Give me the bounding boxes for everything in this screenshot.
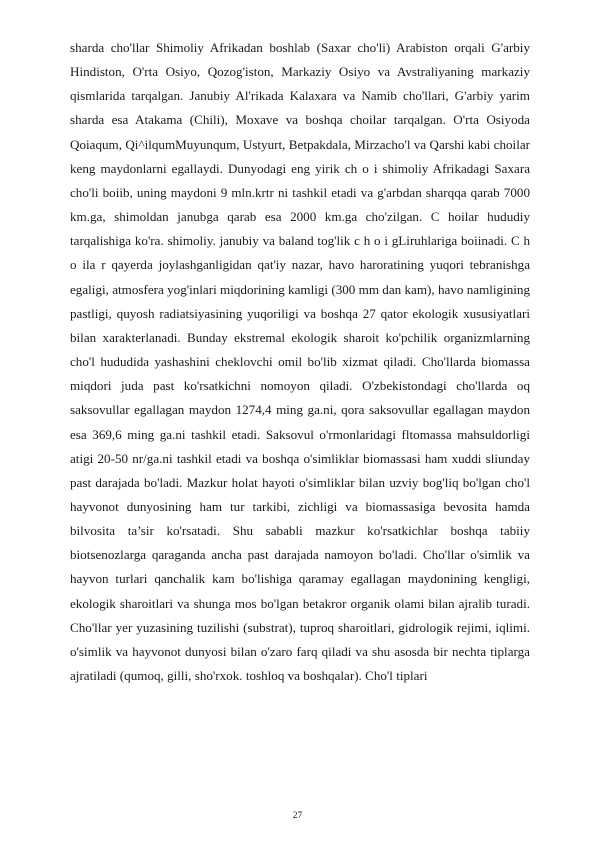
body-paragraph: sharda cho'llar Shimoliy Afrikadan boshlab (Saxar cho'li) Arabiston orqali G'arbiy Hindiston, O'rta Osiyo, Qozog'iston, Markaziy Osiyo va Avstraliyaning markaziy qismlarida tarqalgan. Janubiy Al'rikada Kalaxara va Namib cho'llari, G'arbiy yarim sharda esa Atakama (Chili), Moxave va boshqa choilar tarqalgan. O'rta Osiyoda Qoiaqum, Qi^ilqumMuyunqum, Ustyurt, Betpakdala, Mirzacho'l va Qarshi kabi choilar keng maydonlarni egallaydi. Dunyodagi eng yirik ch o i shimoliy Afrikadagi Saxara cho'li boiib, uning maydoni 9 mln.krtr ni tashkil etadi va g'arbdan sharqqa qarab 7000 km.ga, shimoldan janubga qarab esa 2000 km.ga cho'zilgan. C hoilar hududiy tarqalishiga ko'ra. shimoliy. janubiy va baland tog'lik c h o i gLiruhlariga boiinadi. C h o ila r qayerda joylashganligidan qat'iy nazar, havo haroratining yuqori tebranishga egaligi, atmosfera yog'inlari miqdorining kamligi (300 mm dan kam), havo namligining pastligi, quyosh radiatsiyasining yuqoriligi va boshqa 27 qator ekologik xususiyatlari bilan xarakterlanadi. Bunday ekstremal ekologik sharoit ko'pchilik organizmlarning cho'l hududida yashashini cheklovchi omil bo'lib xizmat qiladi. Cho'llarda biomassa miqdori juda past ko'rsatkichni nomoyon qiladi. O'zbekistondagi cho'llarda oq saksovullar egallagan maydon 1274,4 ming ga.ni, qora saksovullar egallagan maydon esa 369,6 ming ga.ni tashkil etadi. Saksovul o'rmonlaridagi fltomassa mahsuldorligi atigi 20-50 nr/ga.ni tashkil etadi va boshqa o'simliklar biomassasi ham xuddi sliunday past darajada bo'ladi. Mazkur holat hayoti o'simliklar bilan uzviy bog'liq bo'lgan cho'l hayvonot dunyosining ham tur tarkibi, zichligi va biomassasiga bevosita hamda bilvosita ta’sir ko'rsatadi. Shu sababli mazkur ko'rsatkichlar boshqa tabiiy biotsenozlarga qaraganda ancha past darajada namoyon bo'ladi. Cho'llar o'simlik va hayvon turlari qanchalik kam bo'lishiga qaramay egallagan maydonining kengligi, ekologik sharoitlari va shunga mos bo'lgan betakror organik olami bilan ajralib turadi. Cho'llar yer yuzasining tuzilishi (substrat), tuproq sharoitlari, gidrologik rejimi, iqlimi. o'simlik va hayvonot dunyosi bilan o'zaro farq qiladi va shu asosda bir nechta tiplarga ajratiladi (qumoq, gilli, sho'rxok. toshloq va boshqalar). Cho'l tiplari [70, 40, 530, 684]
page-number: 27 [292, 811, 303, 821]
